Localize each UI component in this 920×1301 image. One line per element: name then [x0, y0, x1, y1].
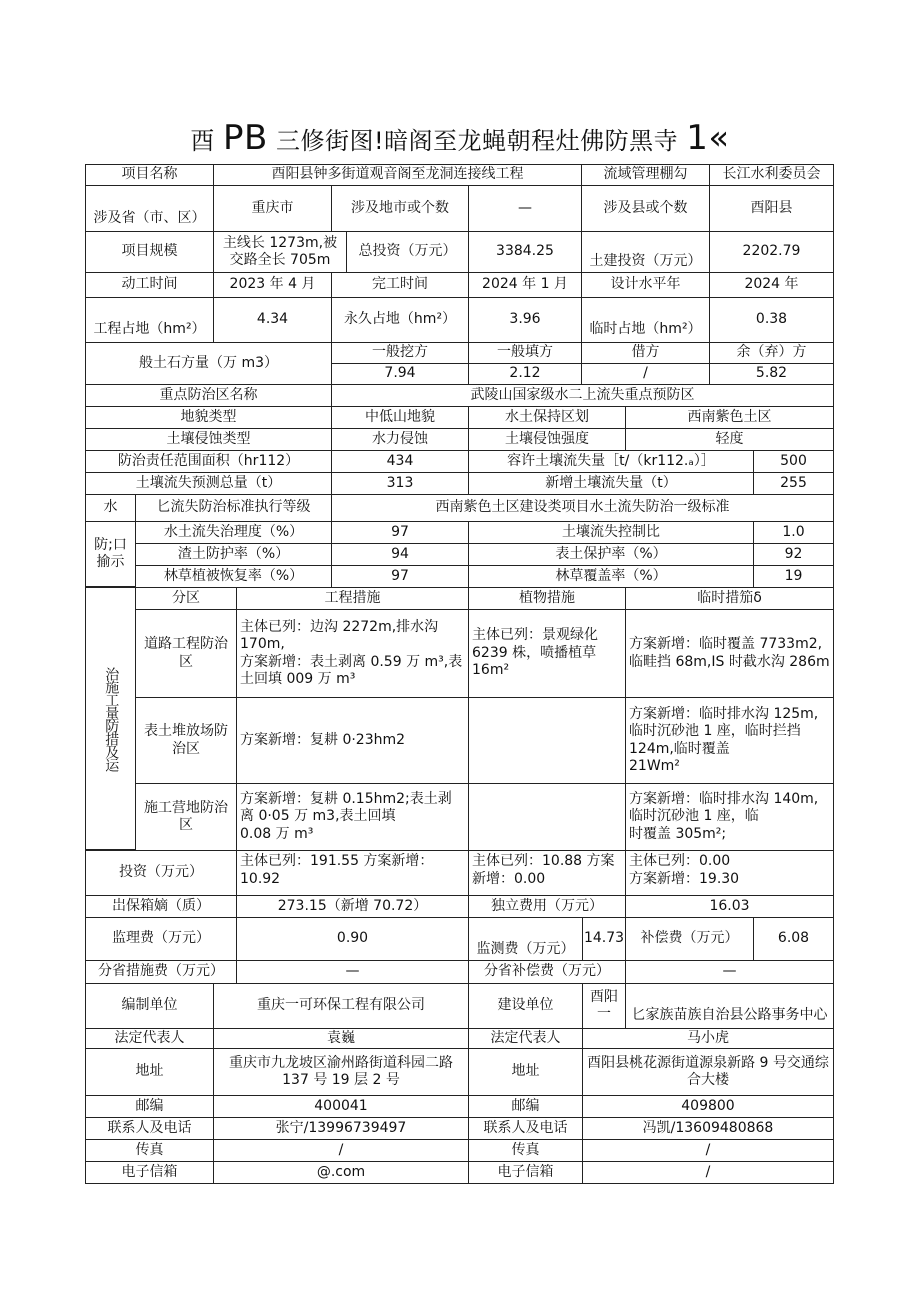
zone-label: 重点防治区名称 [85, 384, 332, 407]
earth-cut: 7.94 [331, 363, 469, 385]
indep-fee-label: 独立费用（万元） [468, 895, 626, 918]
measures-invest-temp: 主体已列：0.00 方案新增：19.30 [625, 850, 834, 896]
earth-spoil: 5.82 [709, 363, 834, 385]
target-value: 19 [753, 565, 834, 588]
scale-value: 主线长 1273m,被交路全长 705m [213, 231, 347, 273]
province-value: 重庆市 [213, 185, 332, 232]
page-title: 酉 PB 三修街图!暗阁至龙蝇朝程灶佛防黑寺 1« [190, 118, 730, 158]
compiler-label: 编制单位 [85, 983, 214, 1029]
zone-value: 武陵山国家级水二上流失重点预防区 [331, 384, 834, 407]
fax-label: 传真 [468, 1139, 583, 1162]
measures-header-temp: 临时措笳δ [625, 587, 834, 610]
total-fee-value: 273.15（新增 70.72） [236, 895, 469, 918]
fax-value: / [213, 1139, 469, 1162]
soil-region-value: 西南紫色土区 [625, 406, 834, 429]
fax-value: / [582, 1139, 834, 1162]
comp-fee-label: 补偿费（万元） [625, 917, 754, 961]
rep-label: 法定代表人 [85, 1028, 214, 1049]
measures-header-veg: 植物措施 [468, 587, 626, 610]
target-label: 表土保护率（%） [468, 543, 754, 566]
compiler-value: 重庆一可环保工程有限公司 [213, 983, 469, 1029]
landform-value: 中低山地貌 [331, 406, 469, 429]
earth-cut-header: 一般挖方 [331, 342, 469, 364]
target-value: 94 [331, 543, 469, 566]
invest-label: 总投资（万元） [346, 231, 469, 273]
civil-label: 土建投资（万元） [581, 231, 710, 273]
basin-value: 长江水利委员会 [709, 164, 834, 186]
earth-borrow-header: 借方 [581, 342, 710, 364]
measures-invest-label: 投资（万元） [85, 850, 237, 896]
builder-value-b: 匕家族苗族自治县公路事务中心 [625, 983, 834, 1029]
soil-region-label: 水土保持区划 [468, 406, 626, 429]
measures-invest-veg: 主体已列：10.88 方案新增：0.00 [468, 850, 626, 896]
resp-area-value: 434 [331, 450, 469, 473]
erosion-value: 水力侵蚀 [331, 428, 469, 451]
contact-label: 联系人及电话 [468, 1117, 583, 1140]
end-value: 2024 年 1 月 [468, 272, 582, 298]
county-value: 酉阳县 [709, 185, 834, 232]
total-fee-label: 岀保箱嫡（质） [85, 895, 237, 918]
supv-fee-value: 0.90 [236, 917, 469, 961]
email-label: 电子信箱 [85, 1161, 214, 1184]
loss-new-value: 255 [753, 472, 834, 495]
basin-label: 流域管理棚勾 [581, 164, 710, 186]
addr-label: 地址 [468, 1048, 583, 1096]
measure-temp: 方案新增：临时排水沟 140m,临时沉砂池 1 座，临 时覆盖 305m²; [625, 783, 834, 851]
measure-veg: 主体已列：景观绿化 6239 株，喷播植草 16m² [468, 609, 626, 698]
addr-label: 地址 [85, 1048, 214, 1096]
rep-value: 袁巍 [213, 1028, 469, 1049]
start-label: 动工时间 [85, 272, 214, 298]
temp-label: 临时占地（hm²） [581, 297, 710, 343]
earth-borrow: / [581, 363, 710, 385]
prov-comp-label: 分省补偿费（万元） [468, 960, 626, 984]
target-value: 92 [753, 543, 834, 566]
target-label: 林草植被恢复率（%） [135, 565, 332, 588]
area-value: 4.34 [213, 297, 332, 343]
zip-label: 邮编 [85, 1095, 214, 1118]
target-side-a: 水 [85, 494, 136, 522]
measure-temp: 方案新增：临时排水沟 125m,临时沉砂池 1 座，临时拦挡 124m,临时覆盖 21Wm² [625, 697, 834, 784]
measure-temp: 方案新增：临时覆盖 7733m2,临畦挡 68m,IS 时截水沟 286m [625, 609, 834, 698]
perm-label: 永久占地（hm²） [331, 297, 469, 343]
zip-value: 400041 [213, 1095, 469, 1118]
addr-value: 重庆市九龙坡区渝州路街道科园二路 137 号 19 层 2 号 [213, 1048, 469, 1096]
allow-loss-label: 容许土壤流失量［t/（kr112.ₐ）］ [468, 450, 754, 473]
prov-measure-value: — [236, 960, 469, 984]
design-value: 2024 年 [709, 272, 834, 298]
measure-veg [468, 697, 626, 784]
monitor-fee-label: 监测费（万元） [468, 917, 583, 961]
builder-value-a: 酉阳 一 [582, 983, 626, 1029]
earth-fill-header: 一般填方 [468, 342, 582, 364]
earth-fill: 2.12 [468, 363, 582, 385]
civil-value: 2202.79 [709, 231, 834, 273]
comp-fee-value: 6.08 [753, 917, 834, 961]
landform-label: 地貌类型 [85, 406, 332, 429]
email-value: @.com [213, 1161, 469, 1184]
perm-value: 3.96 [468, 297, 582, 343]
target-label: 渣土防护率（%） [135, 543, 332, 566]
city-value: — [468, 185, 582, 232]
measure-eng: 主体已列：边沟 2272m,排水沟 170m, 方案新增：表土剥离 0.59 万 m³,表土回填 009 万 m³ [236, 609, 469, 698]
erosion-label: 土壤侵蚀类型 [85, 428, 332, 451]
std-value: 西南紫色土区建设类项目水土流失防治一级标准 [331, 494, 834, 522]
target-side-b: 防;口揄示 [85, 521, 136, 587]
indep-fee-value: 16.03 [625, 895, 834, 918]
builder-label: 建设单位 [468, 983, 583, 1029]
measures-side-label: 治施工量防措及运 [85, 587, 136, 850]
email-value: / [582, 1161, 834, 1184]
city-label: 涉及地市或个数 [331, 185, 469, 232]
measure-eng: 方案新增：复耕 0·23hm2 [236, 697, 469, 784]
province-label: 涉及省（市、区） [85, 185, 214, 232]
measures-header-eng: 工程措施 [236, 587, 469, 610]
rep-label: 法定代表人 [468, 1028, 583, 1049]
earth-label: 般土石方量（万 m3） [85, 342, 332, 385]
contact-value: 张宁/13996739497 [213, 1117, 469, 1140]
loss-total-label: 土壤流失预测总量（t） [85, 472, 332, 495]
erosion-intensity-label: 土壤侵蚀强度 [468, 428, 626, 451]
std-label: 匕流失防治标准执行等级 [135, 494, 332, 522]
measure-zone: 表土堆放场防治区 [135, 697, 237, 784]
loss-new-label: 新增土壤流失量（t） [468, 472, 754, 495]
temp-value: 0.38 [709, 297, 834, 343]
target-label: 林草覆盖率（%） [468, 565, 754, 588]
scale-label: 项目规模 [85, 231, 214, 273]
target-label: 水土流失治理度（%） [135, 521, 332, 544]
email-label: 电子信箱 [468, 1161, 583, 1184]
measures-invest-eng: 主体已列：191.55 方案新增：10.92 [236, 850, 469, 896]
contact-label: 联系人及电话 [85, 1117, 214, 1140]
allow-loss-value: 500 [753, 450, 834, 473]
target-value: 1.0 [753, 521, 834, 544]
measure-eng: 方案新增：复耕 0.15hm2;表土剥离 0·05 万 m3,表土回填 0.08 万 m³ [236, 783, 469, 851]
measure-zone: 施工营地防治区 [135, 783, 237, 851]
resp-area-label: 防治责任范围面积（hr112） [85, 450, 332, 473]
fax-label: 传真 [85, 1139, 214, 1162]
prov-comp-value: — [625, 960, 834, 984]
zip-value: 409800 [582, 1095, 834, 1118]
design-label: 设计水平年 [581, 272, 710, 298]
contact-value: 冯凯/13609480868 [582, 1117, 834, 1140]
area-label: 工程占地（hm²） [85, 297, 214, 343]
county-label: 涉及县或个数 [581, 185, 710, 232]
target-value: 97 [331, 565, 469, 588]
zip-label: 邮编 [468, 1095, 583, 1118]
supv-fee-label: 监理费（万元） [85, 917, 237, 961]
earth-spoil-header: 余（弃）方 [709, 342, 834, 364]
target-label: 土壤流失控制比 [468, 521, 754, 544]
prov-measure-label: 分省措施费（万元） [85, 960, 237, 984]
monitor-fee-value: 14.73 [582, 917, 626, 961]
project-name-label: 项目名称 [85, 164, 214, 186]
rep-value: 马小虎 [582, 1028, 834, 1049]
loss-total-value: 313 [331, 472, 469, 495]
project-name-value: 酉阳县钟多街道观音阁至龙洞连接线工程 [213, 164, 582, 186]
erosion-intensity-value: 轻度 [625, 428, 834, 451]
measures-header-zone: 分区 [135, 587, 237, 610]
measure-zone: 道路工程防治区 [135, 609, 237, 698]
start-value: 2023 年 4 月 [213, 272, 332, 298]
target-value: 97 [331, 521, 469, 544]
addr-value: 酉阳县桃花源街道源泉新路 9 号交通综合大楼 [582, 1048, 834, 1096]
measure-veg [468, 783, 626, 851]
invest-value: 3384.25 [468, 231, 582, 273]
end-label: 完工时间 [331, 272, 469, 298]
